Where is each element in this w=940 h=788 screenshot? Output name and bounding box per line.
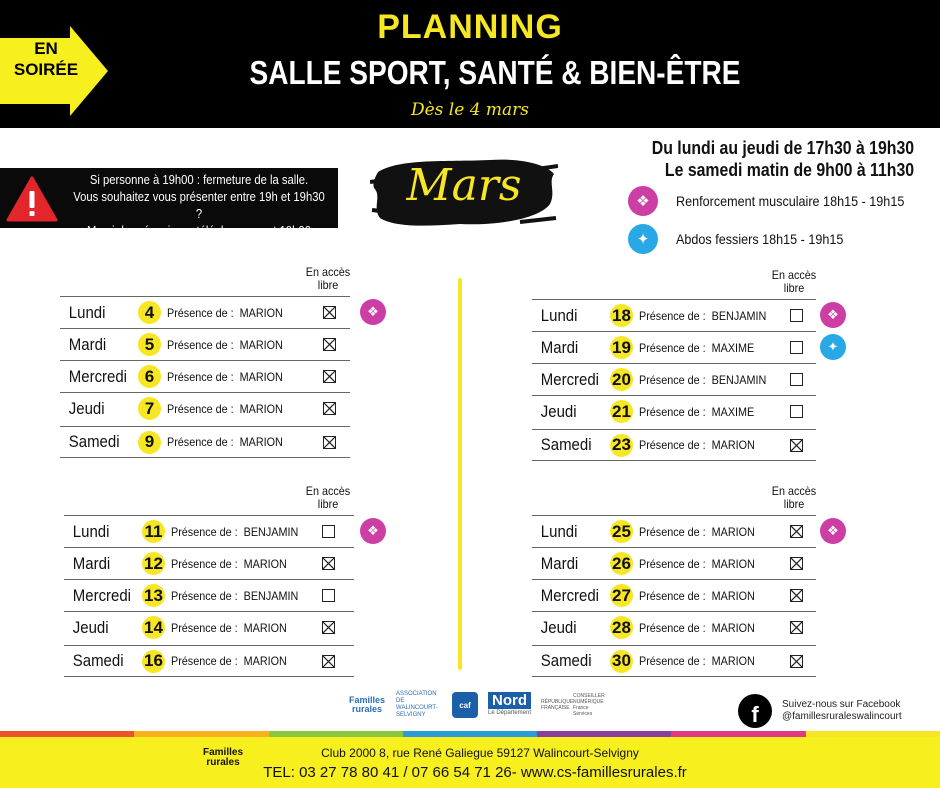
presence-text <box>639 438 765 452</box>
day-number: 18 <box>610 304 633 327</box>
weights-icon: ❖ <box>360 299 386 325</box>
column-divider <box>458 278 462 670</box>
staff-name: MARION <box>239 305 283 320</box>
presence-label: Présence de : <box>167 369 234 384</box>
staff-name: MARION <box>711 438 755 452</box>
presence-text <box>639 405 765 419</box>
day-number: 12 <box>142 552 165 575</box>
staff-name: MARION <box>239 337 283 352</box>
facebook-icon[interactable]: f <box>738 694 772 728</box>
schedule-row <box>64 579 354 611</box>
staff-name: MARION <box>711 620 755 635</box>
staff-name: MARION <box>711 654 755 668</box>
day-number: 20 <box>610 368 633 391</box>
presence-text <box>171 557 297 571</box>
day-number: 6 <box>138 365 161 388</box>
schedule-row <box>64 515 379 547</box>
libre-checkbox-checked[interactable] <box>322 557 335 570</box>
warning-line: Si personne à 19h00 : fermeture de la salle. <box>89 173 309 187</box>
presence-label: Présence de : <box>167 337 234 352</box>
libre-checkbox-checked[interactable] <box>323 436 336 449</box>
libre-checkbox-empty[interactable] <box>790 373 803 386</box>
presence-text <box>639 525 765 539</box>
libre-checkbox-checked[interactable] <box>323 306 336 319</box>
libre-checkbox-checked[interactable] <box>323 402 336 415</box>
activity-abs <box>628 224 862 254</box>
staff-name: BENJAMIN <box>243 524 299 539</box>
presence-label: Présence de : <box>167 305 234 320</box>
libre-checkbox-checked[interactable] <box>790 621 803 634</box>
libre-checkbox-empty[interactable] <box>322 589 335 602</box>
staff-name: MAXIME <box>711 340 755 355</box>
presence-text <box>639 654 765 668</box>
schedule-row <box>532 299 839 331</box>
presence-label: Présence de : <box>639 588 706 603</box>
day-name: Mercredi <box>68 366 127 386</box>
presence-label: Présence de : <box>171 588 238 603</box>
day-name: Samedi <box>72 651 124 670</box>
day-number: 27 <box>610 584 633 607</box>
libre-checkbox-checked[interactable] <box>323 338 336 351</box>
day-name: Jeudi <box>540 401 577 421</box>
staff-name: BENJAMIN <box>711 372 767 387</box>
day-number: 28 <box>610 616 633 639</box>
presence-label: Présence de : <box>639 372 706 387</box>
presence-label: Présence de : <box>171 556 238 571</box>
libre-checkbox-empty[interactable] <box>790 405 803 418</box>
schedule-row <box>532 645 816 677</box>
libre-checkbox-checked[interactable] <box>790 589 803 602</box>
schedule-row <box>60 328 350 360</box>
presence-text <box>639 341 765 355</box>
schedule-row <box>532 579 816 611</box>
libre-checkbox-checked[interactable] <box>790 525 803 538</box>
presence-label: Présence de : <box>639 438 706 452</box>
opening-hours <box>652 137 914 181</box>
staff-name: MARION <box>711 524 755 539</box>
staff-name: MARION <box>243 620 287 635</box>
warning-line: Merci de prévenir par téléphone avant 19h00 <box>87 224 311 238</box>
libre-header: En accès libre <box>305 484 351 511</box>
schedule-row <box>532 331 839 363</box>
day-name: Samedi <box>68 432 120 451</box>
presence-label: Présence de : <box>639 308 706 323</box>
day-number: 11 <box>142 520 165 543</box>
presence-text <box>639 621 765 635</box>
weights-icon: ❖ <box>360 518 386 544</box>
activity-strength <box>628 186 930 216</box>
staff-name: MARION <box>239 401 283 416</box>
day-name: Lundi <box>68 302 106 322</box>
libre-checkbox-checked[interactable] <box>323 370 336 383</box>
color-stripes <box>0 731 940 737</box>
presence-text <box>167 306 293 320</box>
presence-text <box>171 589 297 603</box>
presence-label: Présence de : <box>639 524 706 539</box>
libre-checkbox-checked[interactable] <box>322 621 335 634</box>
day-number: 14 <box>142 616 165 639</box>
libre-header: En accès libre <box>771 484 817 511</box>
day-number: 5 <box>138 333 161 356</box>
weights-icon: ❖ <box>820 302 846 328</box>
weights-icon: ❖ <box>628 186 658 216</box>
schedule-row <box>60 392 350 424</box>
schedule-row <box>64 611 354 643</box>
schedule-row <box>60 296 379 328</box>
schedule-row <box>532 429 816 461</box>
day-name: Mercredi <box>540 369 599 389</box>
day-name: Jeudi <box>540 617 577 637</box>
presence-label: Présence de : <box>171 654 238 668</box>
staff-name: MARION <box>239 435 283 449</box>
day-name: Lundi <box>540 521 578 541</box>
nord-logo-text: Nord <box>488 692 531 709</box>
day-name: Jeudi <box>72 617 109 637</box>
day-number: 9 <box>138 431 161 454</box>
day-name: Lundi <box>540 305 578 325</box>
staff-name: BENJAMIN <box>711 308 767 323</box>
day-number: 13 <box>142 584 165 607</box>
day-name: Lundi <box>72 521 110 541</box>
day-number: 4 <box>138 301 161 324</box>
day-number: 21 <box>610 400 633 423</box>
presence-label: Présence de : <box>639 340 706 355</box>
day-name: Jeudi <box>68 398 105 418</box>
badge-line-2: SOIRÉE <box>13 60 79 79</box>
nord-logo <box>488 692 531 718</box>
presence-text <box>167 435 293 449</box>
warning-line: Vous souhaitez vous présenter entre 19h et 19h30 ? <box>73 190 325 221</box>
schedule-row <box>64 645 354 677</box>
day-name: Mardi <box>68 334 107 354</box>
month-title: Mars <box>406 160 522 211</box>
libre-checkbox-checked[interactable] <box>790 557 803 570</box>
day-number: 23 <box>610 434 633 457</box>
day-number: 7 <box>138 397 161 420</box>
staff-name: MARION <box>711 588 755 603</box>
libre-checkbox-checked[interactable] <box>322 655 335 668</box>
presence-label: Présence de : <box>167 435 234 449</box>
start-date: Dès le 4 mars <box>410 100 530 120</box>
libre-checkbox-checked[interactable] <box>790 439 803 452</box>
day-name: Mercredi <box>540 585 599 605</box>
familles-rurales-logo: Familles rurales <box>348 695 386 714</box>
day-number: 26 <box>610 552 633 575</box>
day-name: Mercredi <box>72 585 131 605</box>
schedule-row <box>532 395 816 427</box>
libre-checkbox-empty[interactable] <box>322 525 335 538</box>
schedule-row <box>532 611 816 643</box>
warning-icon <box>6 176 58 222</box>
hours-weekday: Du lundi au jeudi de 17h30 à 19h30 <box>651 138 914 158</box>
association-logo: ASSOCIATION DE WALINCOURT-SELVIGNY <box>396 691 438 718</box>
staff-name: MARION <box>711 556 755 571</box>
activity-label: Renforcement musculaire 18h15 - 19h15 <box>676 193 905 209</box>
libre-header: En accès libre <box>305 265 351 292</box>
page-subtitle: SALLE SPORT, SANTÉ & BIEN-ÊTRE <box>249 54 741 91</box>
presence-text <box>639 589 765 603</box>
presence-label: Présence de : <box>639 654 706 668</box>
footer-contact: TEL: 03 27 78 80 41 / 07 66 54 71 26- www.cs-famillesrurales.fr <box>263 764 687 781</box>
schedule-row <box>532 515 839 547</box>
presence-label: Présence de : <box>171 524 238 539</box>
warning-box <box>0 168 338 238</box>
libre-checkbox-checked[interactable] <box>790 655 803 668</box>
presence-label: Présence de : <box>167 401 234 416</box>
presence-text <box>167 402 293 416</box>
weights-icon: ❖ <box>820 518 846 544</box>
presence-text <box>171 525 297 539</box>
facebook-text <box>782 699 902 723</box>
day-name: Samedi <box>540 651 592 670</box>
day-number: 30 <box>610 650 633 673</box>
schedule-row <box>532 363 816 395</box>
presence-label: Présence de : <box>639 620 706 635</box>
footer-logo: Familles rurales <box>202 747 244 768</box>
presence-label: Présence de : <box>171 620 238 635</box>
presence-text <box>167 338 293 352</box>
page-title: PLANNING <box>377 8 563 46</box>
staff-name: MARION <box>243 654 287 668</box>
presence-text <box>639 373 765 387</box>
facebook-follow: Suivez-nous sur Facebook <box>782 699 901 710</box>
day-name: Mardi <box>540 337 579 357</box>
badge-line-1: EN <box>34 39 58 58</box>
presence-text <box>171 654 297 668</box>
facebook-handle: @famillesruraleswalincourt <box>782 711 902 722</box>
presence-label: Présence de : <box>639 556 706 571</box>
hours-saturday: Le samedi matin de 9h00 à 11h30 <box>664 160 914 180</box>
libre-header: En accès libre <box>771 268 817 295</box>
presence-text <box>171 621 297 635</box>
day-number: 19 <box>610 336 633 359</box>
presence-text <box>639 557 765 571</box>
day-name: Mardi <box>540 553 579 573</box>
schedule-row <box>60 426 350 458</box>
day-number: 25 <box>610 520 633 543</box>
presence-label: Présence de : <box>639 404 706 419</box>
staff-name: MARION <box>239 369 283 384</box>
conseiller-numerique-logo: CONSEILLER NUMÉRIQUE France Services <box>573 693 605 717</box>
caf-logo: caf <box>452 692 478 718</box>
header-banner <box>0 0 940 128</box>
day-name: Mardi <box>72 553 111 573</box>
activity-label: Abdos fessiers 18h15 - 19h15 <box>676 231 844 247</box>
warning-text <box>72 172 326 240</box>
schedule-row <box>60 360 350 392</box>
facebook-link[interactable] <box>738 694 902 728</box>
day-name: Samedi <box>540 435 592 454</box>
presence-text <box>639 309 765 323</box>
republique-logo: RÉPUBLIQUE FRANÇAISE <box>541 699 574 711</box>
libre-checkbox-empty[interactable] <box>790 309 803 322</box>
presence-text <box>167 370 293 384</box>
schedule-row <box>532 547 816 579</box>
staff-name: BENJAMIN <box>243 588 299 603</box>
footer-address: Club 2000 8, rue René Galiegue 59127 Walincourt-Selvigny <box>321 746 639 760</box>
staff-name: MARION <box>243 556 287 571</box>
exercise-icon: ✦ <box>628 224 658 254</box>
day-number: 16 <box>142 650 165 673</box>
nord-logo-sub: Le Département <box>488 710 532 716</box>
partner-logos <box>348 688 603 722</box>
schedule-row <box>64 547 354 579</box>
staff-name: MAXIME <box>711 404 755 419</box>
exercise-icon: ✦ <box>820 334 846 360</box>
libre-checkbox-empty[interactable] <box>790 341 803 354</box>
